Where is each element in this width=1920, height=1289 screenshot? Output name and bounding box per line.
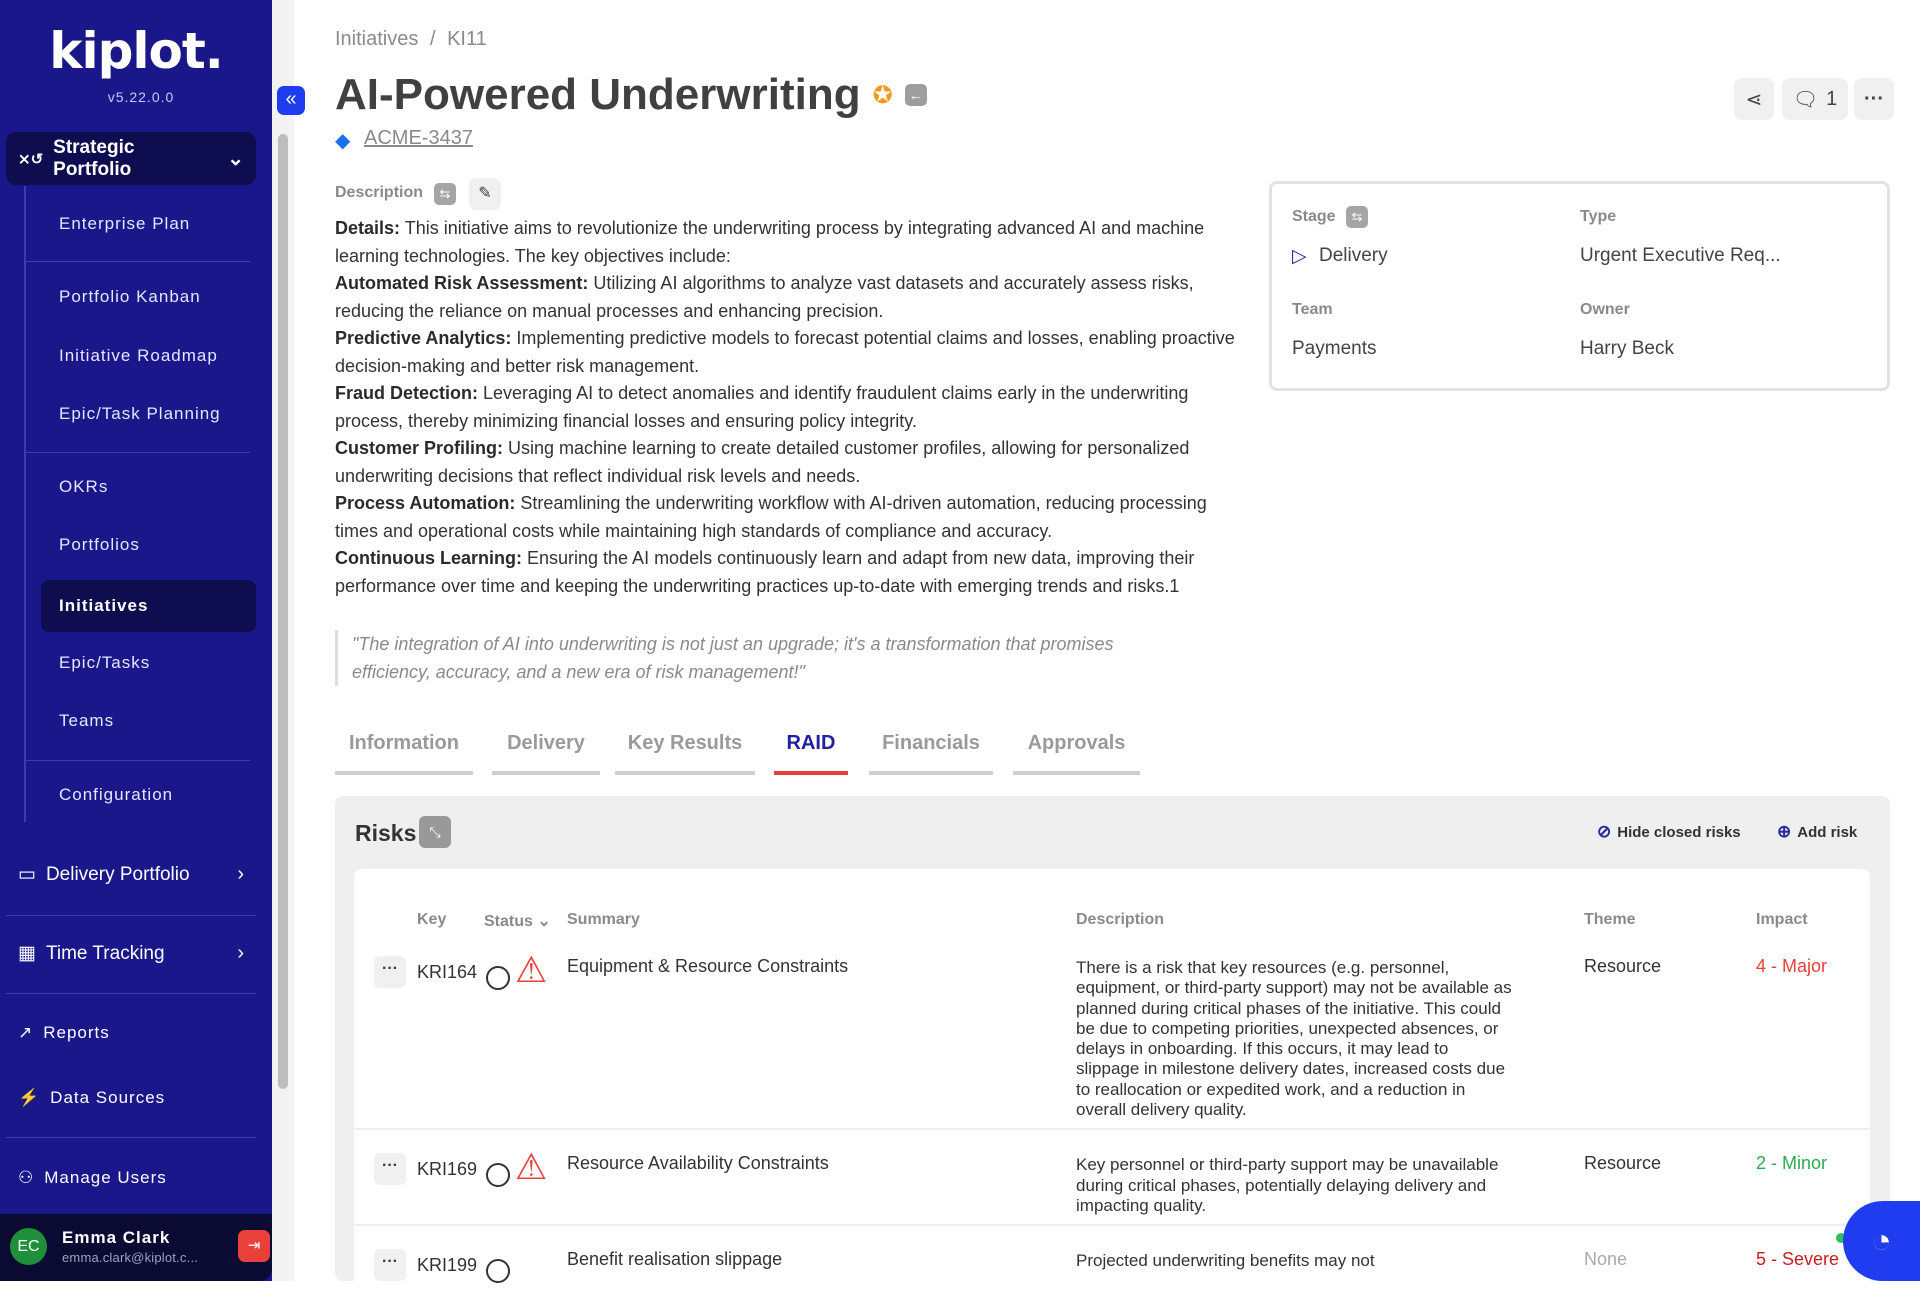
sidebar-item-okrs[interactable]: OKRs (59, 477, 109, 496)
paragraph-text: Ensuring the AI models continuously learn and adapt from new data, improving their performance over time and keeping the underwriting practices up-to-date with emerging trends and risks.1 (335, 548, 1195, 596)
sidebar-item-initiative-roadmap[interactable]: Initiative Roadmap (59, 346, 218, 365)
table-row[interactable] (354, 1249, 1870, 1289)
divider (26, 261, 250, 262)
initiative-info-card (1269, 181, 1890, 391)
sidebar-group-delivery-portfolio[interactable] (6, 848, 256, 901)
add-risk-label: Add risk (1797, 823, 1858, 841)
description-quote: "The integration of AI into underwriting is not just an upgrade; it's a transformation that promises efficiency, accuracy, and a new era of risk management!" (335, 630, 1195, 686)
team-label: Team (1292, 301, 1333, 318)
column-summary: Summary (567, 911, 640, 928)
table-row[interactable] (354, 1146, 1870, 1226)
risk-key[interactable]: KRI169 (417, 1159, 478, 1180)
column-impact: Impact (1756, 911, 1808, 928)
paragraph-text: This initiative aims to revolutionize the underwriting process by integrating advanced AI and machine learning technologies. The key objectives include: (335, 218, 1205, 266)
breadcrumb-separator: / (429, 28, 436, 50)
risk-summary[interactable]: Resource Availability Constraints (567, 1153, 829, 1174)
sidebar-group-label: Strategic Portfolio (53, 136, 135, 180)
submenu-line (24, 186, 26, 822)
sidebar-item-teams[interactable]: Teams (59, 711, 115, 730)
paragraph-heading: Details: (335, 218, 401, 238)
comments-count: 1 (1826, 87, 1838, 110)
owner-label: Owner (1580, 301, 1630, 318)
column-key: Key (417, 911, 447, 928)
logout-button[interactable] (238, 1230, 270, 1262)
swap-icon[interactable]: ⇆ (434, 183, 456, 205)
tab-financials[interactable]: Financials (869, 732, 993, 775)
description-paragraph (335, 435, 1243, 490)
description-paragraph (335, 270, 1243, 325)
divider (26, 452, 250, 453)
breadcrumb-initiatives[interactable]: Initiatives (335, 28, 419, 50)
description-paragraph (335, 325, 1243, 380)
paragraph-heading: Continuous Learning: (335, 548, 522, 568)
tab-approvals[interactable]: Approvals (1013, 732, 1140, 775)
status-circle-icon[interactable] (486, 1259, 510, 1283)
tab-key-results[interactable]: Key Results (615, 732, 755, 775)
breadcrumb (335, 28, 487, 51)
calendar-icon: ▦ (18, 943, 36, 964)
divider (6, 1137, 256, 1138)
chevrons-left-icon: « (285, 88, 297, 110)
share-button[interactable] (1734, 78, 1774, 120)
description-paragraph (335, 545, 1243, 600)
risk-key[interactable]: KRI199 (417, 1255, 478, 1276)
risks-title: Risks (355, 820, 417, 846)
logout-icon: ⇥ (247, 1237, 261, 1254)
collapse-sidebar-button[interactable] (277, 86, 305, 115)
users-icon: ⚇ (18, 1167, 35, 1187)
column-description: Description (1076, 911, 1165, 928)
type-value[interactable]: Urgent Executive Req... (1580, 245, 1781, 266)
column-theme: Theme (1584, 911, 1636, 928)
user-panel (0, 1214, 272, 1281)
paragraph-heading: Fraud Detection: (335, 383, 479, 403)
divider (6, 993, 256, 994)
risk-theme: Resource (1584, 956, 1662, 976)
paragraph-text: Implementing predictive models to forecast potential claims and losses, enabling proactive decision-making and better risk management. (335, 328, 1235, 376)
sidebar-item-initiatives[interactable]: Initiatives (41, 580, 256, 632)
plus-circle-icon: ⊕ (1777, 822, 1792, 841)
owner-value[interactable]: Harry Beck (1580, 338, 1674, 359)
sidebar-item-epic-task-planning[interactable]: Epic/Task Planning (59, 404, 221, 423)
sidebar-item-label: Manage Users (44, 1167, 167, 1187)
sidebar-group-time-tracking[interactable] (6, 927, 256, 980)
play-circle-icon: ▷ (1292, 246, 1307, 267)
description-paragraph (335, 490, 1243, 545)
team-value[interactable]: Payments (1292, 338, 1377, 359)
description-label: Description (335, 184, 424, 201)
row-options-button[interactable]: ··· (374, 956, 406, 988)
paragraph-text: Streamlining the underwriting workflow with AI-driven automation, reducing processing times and operational costs while maintaining high standards of compliance and accuracy. (335, 493, 1207, 541)
comments-icon: 🗨 (1792, 88, 1819, 111)
description-body (335, 215, 1243, 600)
chat-icon: ◔ (1871, 1222, 1892, 1260)
description-paragraph (335, 215, 1243, 270)
sidebar-group-label: Delivery Portfolio (45, 863, 190, 885)
user-name: Emma Clark (62, 1228, 171, 1247)
row-options-button[interactable]: ··· (374, 1249, 406, 1281)
risk-description: Projected underwriting benefits may not (1076, 1251, 1375, 1271)
risk-description: There is a risk that key resources (e.g. personnel, equipment, or third-party support) may not be available as planned during critical phases of the initiative. This could be due to competing priorities, unexpected absences, or delays in onboarding. If this occurs, it may lead to slippage in milestone delivery dates, increased costs due to reallocation or expedited work, and a reduction in overall delivery quality. (1076, 958, 1512, 1120)
chart-line-icon: ↗ (18, 1022, 34, 1042)
column-status-label: Status (484, 913, 533, 930)
tab-raid[interactable]: RAID (774, 732, 848, 775)
sidebar-item-portfolio-kanban[interactable]: Portfolio Kanban (59, 287, 201, 306)
sidebar-group-strategic-portfolio[interactable] (6, 132, 256, 185)
sidebar-item-label: Reports (43, 1022, 110, 1042)
hide-closed-risks-button[interactable] (1597, 822, 1741, 842)
description-paragraph (335, 380, 1243, 435)
sidebar-item-label: Data Sources (50, 1087, 166, 1107)
sidebar-item-configuration[interactable]: Configuration (59, 785, 174, 804)
title-bar (335, 70, 927, 120)
chat-widget-button[interactable] (1843, 1201, 1920, 1281)
sidebar-group-label: Time Tracking (45, 942, 165, 964)
risk-impact: 2 - Minor (1756, 1153, 1828, 1174)
tab-information[interactable]: Information (335, 732, 473, 775)
paragraph-text: Utilizing AI algorithms to analyze vast datasets and accurately assess risks, reducing the reliance on manual processes and enhancing precision. (335, 273, 1194, 321)
risk-summary[interactable]: Equipment & Resource Constraints (567, 956, 849, 976)
eye-off-icon: ⊘ (1597, 822, 1612, 841)
breadcrumb-current: KI11 (447, 28, 487, 50)
tab-delivery[interactable]: Delivery (492, 732, 600, 775)
ellipsis-icon: ··· (1864, 87, 1884, 110)
table-row[interactable] (354, 949, 1870, 1130)
risk-theme: Resource (1584, 1153, 1662, 1174)
stage-value[interactable]: Delivery (1319, 245, 1388, 266)
strategy-icon: ⨯↺ (18, 150, 44, 168)
comments-button[interactable] (1782, 78, 1848, 120)
chevron-down-icon: ⌄ (537, 913, 551, 930)
jira-link[interactable]: ACME-3437 (364, 127, 473, 149)
description-section (335, 215, 1243, 686)
row-options-button[interactable]: ··· (374, 1153, 406, 1185)
edit-description-button[interactable] (469, 178, 501, 210)
sidebar-item-epic-tasks[interactable]: Epic/Tasks (59, 653, 151, 672)
risk-theme: None (1584, 1249, 1628, 1270)
warning-icon: ⚠ (515, 1146, 548, 1188)
sidebar-item-reports[interactable] (6, 1006, 256, 1059)
risks-table (354, 869, 1870, 1289)
status-circle-icon[interactable] (486, 966, 510, 990)
sidebar-item-data-sources[interactable] (6, 1071, 256, 1124)
chevron-right-icon: › (237, 863, 244, 885)
risk-impact: 5 - Severe (1756, 1249, 1840, 1270)
type-label: Type (1580, 208, 1617, 225)
chevron-right-icon: › (237, 942, 244, 964)
add-risk-button[interactable] (1777, 822, 1857, 842)
page-title: AI-Powered Underwriting (335, 70, 861, 119)
stage-label: Stage (1292, 208, 1336, 225)
share-icon: ⋖ (1745, 88, 1763, 111)
paragraph-heading: Process Automation: (335, 493, 516, 513)
divider (6, 915, 256, 916)
kiplot-logo[interactable]: kiplot. (49, 22, 223, 80)
status-circle-icon[interactable] (486, 1163, 510, 1187)
collapse-icon[interactable]: ⤡ (419, 816, 451, 848)
risks-panel (335, 796, 1890, 1281)
more-options-button[interactable] (1854, 78, 1894, 120)
sidebar-item-manage-users[interactable] (6, 1151, 256, 1204)
risk-description: Key personnel or third-party support may be unavailable during critical phases, potentially delaying delivery and impacting quality. (1076, 1155, 1499, 1215)
warning-icon: ⚠ (515, 949, 548, 990)
column-status[interactable] (484, 911, 551, 931)
divider (26, 760, 250, 761)
risk-key[interactable]: KRI164 (417, 962, 478, 982)
paragraph-text: Leveraging AI to detect anomalies and identify fraudulent claims early in the underwriting process, thereby minimizing financial losses and ensuring policy integrity. (335, 383, 1189, 431)
chevron-down-icon: ⌄ (227, 148, 244, 170)
risks-rows (354, 949, 1870, 1289)
user-email: emma.clark@kiplot.c... (62, 1250, 199, 1265)
risk-summary[interactable]: Benefit realisation slippage (567, 1249, 783, 1270)
paragraph-heading: Predictive Analytics: (335, 328, 512, 348)
risk-impact: 4 - Major (1756, 956, 1828, 976)
sidebar-scrollbar[interactable] (278, 134, 288, 1089)
briefcase-icon: ▭ (18, 864, 36, 885)
sidebar (0, 0, 272, 1281)
app-version: v5.22.0.0 (107, 89, 175, 105)
sidebar-item-portfolios[interactable]: Portfolios (59, 535, 140, 554)
avatar[interactable]: EC (10, 1228, 47, 1265)
plug-icon: ⚡ (18, 1087, 41, 1107)
arrow-left-icon[interactable]: ← (905, 84, 927, 106)
sidebar-item-enterprise-plan[interactable]: Enterprise Plan (59, 214, 191, 233)
paragraph-heading: Automated Risk Assessment: (335, 273, 589, 293)
swap-icon[interactable]: ⇆ (1346, 206, 1368, 228)
paragraph-text: Using machine learning to create detailed customer profiles, allowing for personalized underwriting decisions that reflect individual risk levels and needs. (335, 438, 1190, 486)
help-badge-icon[interactable]: ✪ (872, 81, 893, 109)
jira-icon: ◆ (335, 130, 351, 152)
pencil-icon: ✎ (478, 185, 492, 202)
hide-closed-label: Hide closed risks (1617, 823, 1741, 841)
paragraph-heading: Customer Profiling: (335, 438, 504, 458)
